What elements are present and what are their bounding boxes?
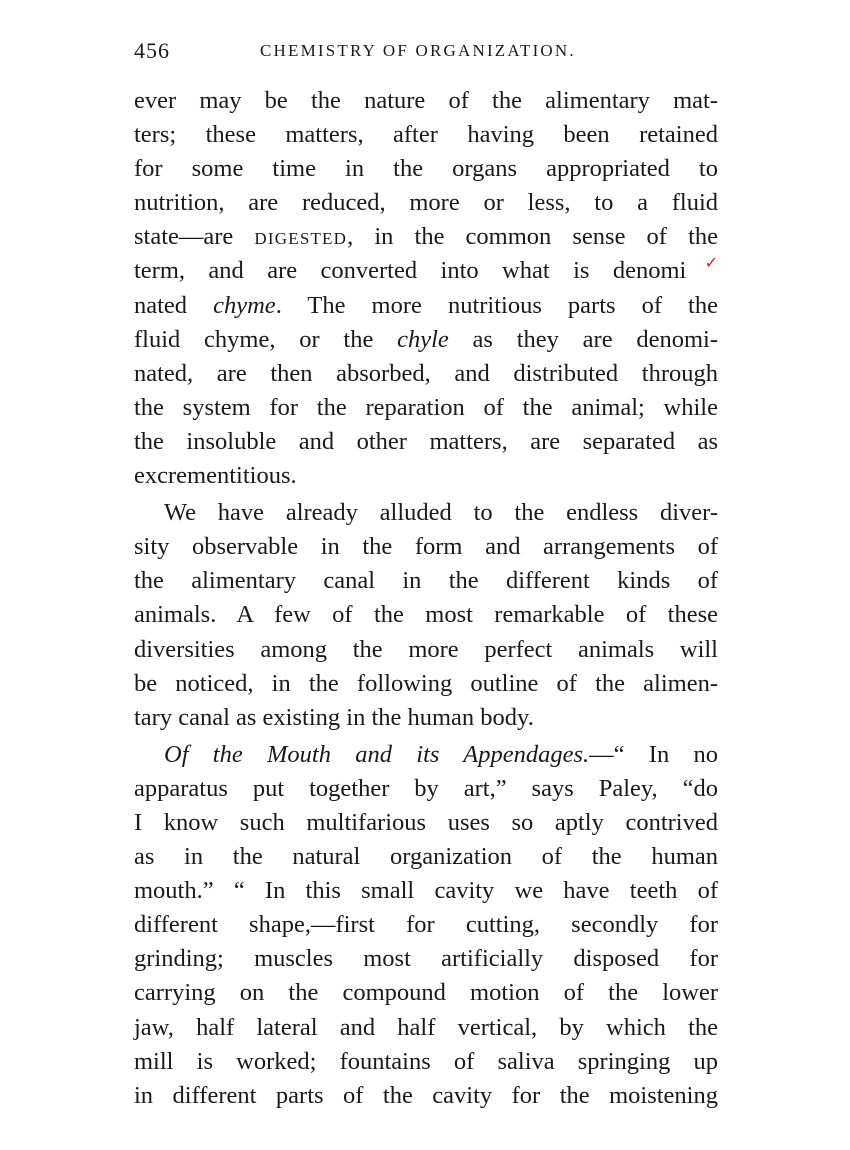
italic-term: chyme: [213, 291, 276, 319]
italic-term: chyle: [397, 325, 449, 353]
text-line: [134, 323, 718, 357]
text-line: in different parts of the cavity for the moistening: [134, 1081, 718, 1109]
small-caps-term: DIGESTED: [254, 229, 348, 249]
text-line: [134, 254, 718, 288]
text-line: the alimentary canal in the different kinds of: [134, 567, 718, 595]
text-line: for some time in the organs appropriated to: [134, 155, 718, 183]
text-line: nutrition, are reduced, more or less, to a fluid: [134, 189, 718, 217]
page-header: [134, 38, 718, 70]
paragraph-1: [134, 84, 718, 493]
running-head: CHEMISTRY OF ORGANIZATION.: [260, 41, 576, 60]
section-heading-italic: Of the Mouth and its Appendages.: [164, 740, 590, 768]
text-line: mouth.” “ In this small cavity we have teeth of: [134, 877, 718, 905]
text-run: , in the common sense of the: [347, 223, 718, 251]
text-run: fluid chyme, or the: [134, 325, 398, 353]
paragraph-3: [134, 738, 718, 1113]
text-line: be noticed, in the following outline of the alimen-: [134, 669, 718, 697]
page-number: 456: [134, 38, 170, 63]
text-line: apparatus put together by art,” says Paley, “do: [134, 774, 718, 802]
text-line: mill is worked; fountains of saliva springing up: [134, 1047, 718, 1075]
page-body: [134, 84, 718, 1113]
text-line: ever may be the nature of the alimentary mat-: [134, 87, 718, 114]
text-run: state—are: [134, 223, 255, 251]
text-line: the insoluble and other matters, are separated as: [134, 427, 718, 455]
text-line: excrementitious.: [134, 462, 297, 490]
text-line: ters; these matters, after having been retained: [134, 121, 718, 149]
handwritten-check-mark: ✓: [687, 255, 718, 273]
text-run: as they are denomi-: [448, 325, 718, 353]
text-line: grinding; muscles most artificially disposed for: [134, 945, 718, 973]
text-line: nated, are then absorbed, and distributed through: [134, 359, 718, 387]
text-line: tary canal as existing in the human body.: [134, 703, 534, 731]
text-line: I know such multifarious uses so aptly contrived: [134, 808, 718, 836]
text-line: [134, 289, 718, 323]
text-line: diversities among the more perfect animals will: [134, 635, 718, 663]
text-run: . The more nutritious parts of the: [275, 291, 718, 319]
text-run: term, and are converted into what is denomi: [134, 257, 687, 285]
text-line: carrying on the compound motion of the lower: [134, 979, 718, 1007]
text-line: different shape,—first for cutting, secondly for: [134, 911, 718, 939]
text-line: [134, 738, 718, 772]
text-line: as in the natural organization of the human: [134, 843, 718, 871]
text-run: —“ In no: [589, 740, 718, 768]
text-run: nated: [134, 291, 214, 319]
text-line: [134, 220, 718, 254]
text-line: We have already alluded to the endless diver-: [164, 499, 718, 527]
text-line: the system for the reparation of the animal; while: [134, 393, 718, 421]
text-line: animals. A few of the most remarkable of these: [134, 601, 718, 629]
paragraph-2: [134, 496, 718, 735]
text-line: jaw, half lateral and half vertical, by which the: [134, 1013, 718, 1041]
text-line: sity observable in the form and arrangements of: [134, 533, 718, 561]
